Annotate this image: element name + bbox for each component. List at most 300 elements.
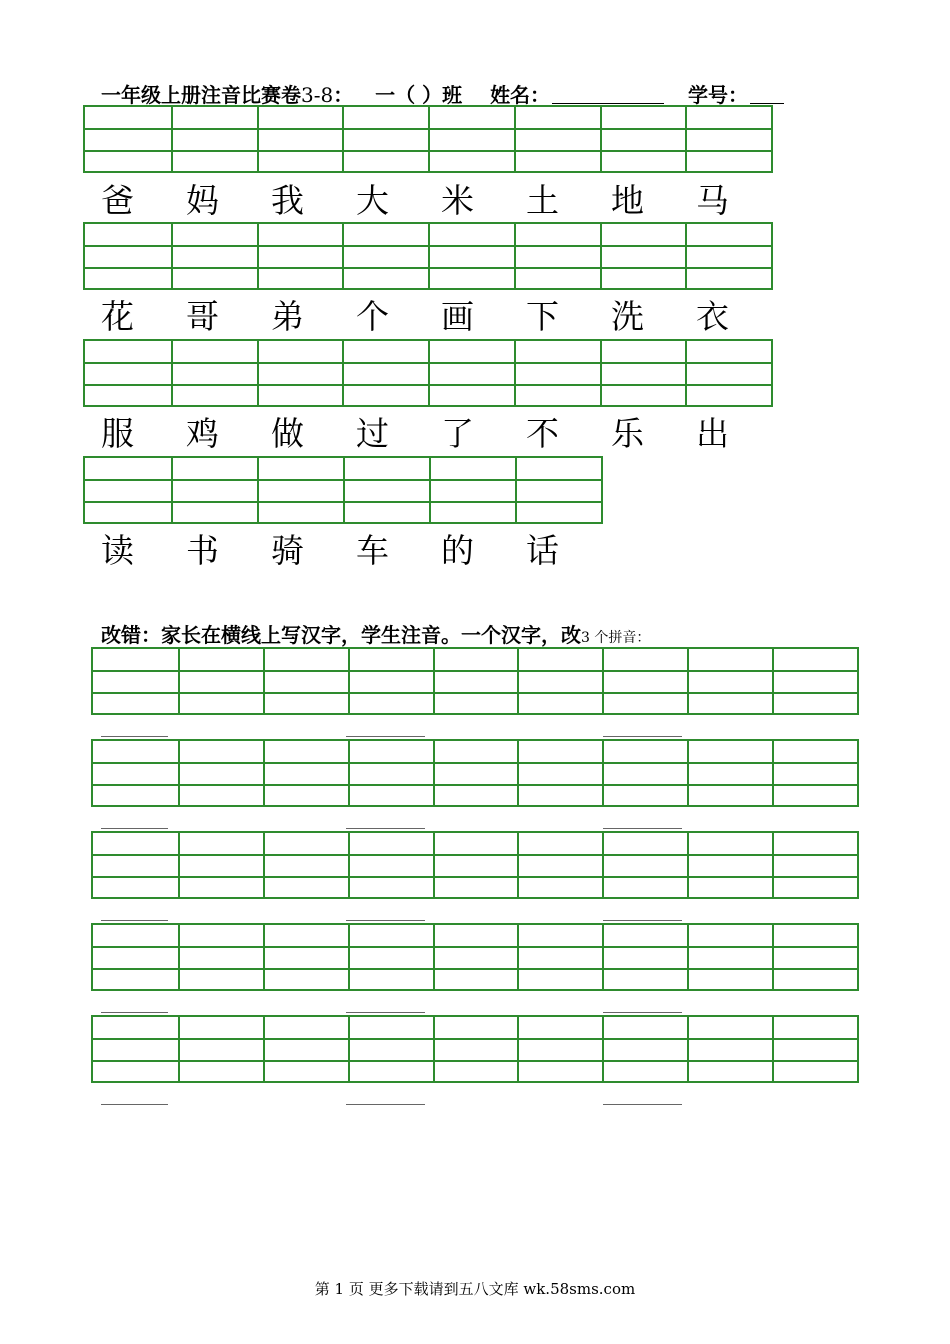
grid-cell[interactable] bbox=[263, 833, 348, 854]
pinyin-grid[interactable] bbox=[83, 222, 773, 290]
grid-cell[interactable] bbox=[602, 764, 687, 783]
grid-cell[interactable] bbox=[171, 341, 257, 362]
grid-cell[interactable] bbox=[433, 786, 518, 805]
correction-grid[interactable] bbox=[91, 739, 859, 807]
id-blank[interactable] bbox=[750, 81, 784, 104]
grid-cell[interactable] bbox=[85, 458, 171, 479]
title-colon: ： bbox=[333, 83, 354, 107]
grid-cell[interactable] bbox=[263, 925, 348, 946]
grid-cell[interactable] bbox=[257, 364, 343, 383]
grid-cell[interactable] bbox=[348, 856, 433, 875]
grid-cell[interactable] bbox=[263, 786, 348, 805]
grid-cell[interactable] bbox=[602, 856, 687, 875]
grid-cell[interactable] bbox=[428, 224, 514, 245]
character-row bbox=[85, 292, 765, 342]
grid-cell[interactable] bbox=[685, 341, 771, 362]
grid-cell[interactable] bbox=[93, 649, 178, 670]
grid-cell[interactable] bbox=[685, 107, 771, 128]
class-label: 一（ ）班 bbox=[375, 83, 463, 107]
grid-cell[interactable] bbox=[772, 1062, 857, 1081]
grid-cell[interactable] bbox=[342, 269, 428, 288]
grid-cell[interactable] bbox=[772, 694, 857, 713]
grid-cell[interactable] bbox=[178, 878, 263, 897]
grid-cell[interactable] bbox=[517, 1062, 602, 1081]
grid-cell[interactable] bbox=[348, 1062, 433, 1081]
grid-cell[interactable] bbox=[433, 833, 518, 854]
grid-cell[interactable] bbox=[342, 107, 428, 128]
grid-cell[interactable] bbox=[348, 1017, 433, 1038]
grid-cell[interactable] bbox=[428, 247, 514, 266]
grid-cell[interactable] bbox=[93, 741, 178, 762]
grid-cell[interactable] bbox=[171, 481, 257, 500]
grid-cell[interactable] bbox=[687, 764, 772, 783]
grid-cell[interactable] bbox=[348, 764, 433, 783]
grid-cell[interactable] bbox=[85, 341, 171, 362]
grid-cell[interactable] bbox=[602, 878, 687, 897]
grid-cell[interactable] bbox=[257, 247, 343, 266]
worksheet-title: 一年级上册注音比赛卷 bbox=[101, 83, 301, 107]
grid-cell[interactable] bbox=[348, 672, 433, 691]
answer-line[interactable] bbox=[346, 1104, 425, 1105]
grid-cell[interactable] bbox=[171, 269, 257, 288]
character: 马 bbox=[696, 181, 729, 220]
grid-cell[interactable] bbox=[85, 386, 171, 405]
grid-cell[interactable] bbox=[342, 386, 428, 405]
grid-cell[interactable] bbox=[342, 364, 428, 383]
grid-line-row bbox=[93, 649, 857, 670]
grid-cell[interactable] bbox=[428, 341, 514, 362]
grid-cell[interactable] bbox=[178, 1062, 263, 1081]
answer-line[interactable] bbox=[346, 828, 425, 829]
grid-cell[interactable] bbox=[178, 856, 263, 875]
character: 鸡 bbox=[186, 414, 219, 453]
name-blank[interactable] bbox=[552, 81, 664, 104]
grid-cell[interactable] bbox=[772, 1017, 857, 1038]
grid-cell[interactable] bbox=[178, 694, 263, 713]
grid-cell[interactable] bbox=[85, 130, 171, 149]
grid-cell[interactable] bbox=[85, 224, 171, 245]
grid-cell[interactable] bbox=[85, 152, 171, 171]
pinyin-grid[interactable] bbox=[83, 456, 603, 524]
answer-line[interactable] bbox=[603, 828, 682, 829]
grid-cell[interactable] bbox=[602, 649, 687, 670]
worksheet-number: 3-8 bbox=[301, 83, 334, 107]
character: 米 bbox=[441, 181, 474, 220]
grid-cell[interactable] bbox=[93, 786, 178, 805]
grid-cell[interactable] bbox=[93, 925, 178, 946]
grid-line-row bbox=[93, 741, 857, 762]
grid-cell[interactable] bbox=[348, 833, 433, 854]
grid-cell[interactable] bbox=[602, 1040, 687, 1059]
grid-cell[interactable] bbox=[514, 107, 600, 128]
answer-line[interactable] bbox=[101, 828, 168, 829]
grid-cell[interactable] bbox=[257, 341, 343, 362]
character-row bbox=[85, 409, 765, 459]
grid-cell[interactable] bbox=[433, 948, 518, 967]
grid-cell[interactable] bbox=[772, 764, 857, 783]
grid-cell[interactable] bbox=[517, 1040, 602, 1059]
grid-cell[interactable] bbox=[687, 694, 772, 713]
grid-cell[interactable] bbox=[263, 649, 348, 670]
grid-cell[interactable] bbox=[348, 786, 433, 805]
grid-cell[interactable] bbox=[348, 649, 433, 670]
character: 下 bbox=[526, 297, 559, 336]
grid-cell[interactable] bbox=[93, 694, 178, 713]
grid-cell[interactable] bbox=[772, 833, 857, 854]
grid-cell[interactable] bbox=[257, 224, 343, 245]
grid-cell[interactable] bbox=[685, 247, 771, 266]
grid-cell[interactable] bbox=[257, 386, 343, 405]
correction-grid[interactable] bbox=[91, 1015, 859, 1083]
grid-cell[interactable] bbox=[602, 925, 687, 946]
grid-line-row bbox=[93, 833, 857, 854]
character: 话 bbox=[526, 531, 559, 570]
grid-cell[interactable] bbox=[433, 1040, 518, 1059]
grid-cell[interactable] bbox=[685, 130, 771, 149]
grid-cell[interactable] bbox=[602, 1017, 687, 1038]
grid-cell[interactable] bbox=[428, 130, 514, 149]
grid-cell[interactable] bbox=[342, 152, 428, 171]
grid-cell[interactable] bbox=[342, 130, 428, 149]
grid-cell[interactable] bbox=[517, 764, 602, 783]
grid-cell[interactable] bbox=[772, 878, 857, 897]
grid-cell[interactable] bbox=[178, 764, 263, 783]
grid-cell[interactable] bbox=[348, 970, 433, 989]
grid-cell[interactable] bbox=[257, 152, 343, 171]
grid-cell[interactable] bbox=[514, 269, 600, 288]
grid-line-row bbox=[85, 458, 601, 479]
grid-cell[interactable] bbox=[171, 224, 257, 245]
grid-cell[interactable] bbox=[600, 107, 686, 128]
grid-cell[interactable] bbox=[514, 224, 600, 245]
grid-cell[interactable] bbox=[602, 970, 687, 989]
grid-cell[interactable] bbox=[85, 107, 171, 128]
grid-cell[interactable] bbox=[602, 694, 687, 713]
grid-cell[interactable] bbox=[517, 694, 602, 713]
grid-cell[interactable] bbox=[263, 1062, 348, 1081]
answer-line[interactable] bbox=[603, 1012, 682, 1013]
grid-cell[interactable] bbox=[178, 1040, 263, 1059]
grid-cell[interactable] bbox=[343, 503, 429, 522]
grid-cell[interactable] bbox=[178, 649, 263, 670]
character: 衣 bbox=[696, 297, 729, 336]
grid-line-row bbox=[85, 362, 771, 383]
grid-cell[interactable] bbox=[263, 1040, 348, 1059]
character: 我 bbox=[271, 181, 304, 220]
grid-cell[interactable] bbox=[178, 1017, 263, 1038]
grid-cell[interactable] bbox=[687, 878, 772, 897]
grid-cell[interactable] bbox=[171, 107, 257, 128]
grid-cell[interactable] bbox=[263, 672, 348, 691]
grid-cell[interactable] bbox=[178, 925, 263, 946]
answer-line[interactable] bbox=[101, 920, 168, 921]
character: 了 bbox=[441, 414, 474, 453]
grid-cell[interactable] bbox=[600, 269, 686, 288]
grid-cell[interactable] bbox=[433, 970, 518, 989]
grid-cell[interactable] bbox=[263, 948, 348, 967]
grid-cell[interactable] bbox=[433, 764, 518, 783]
grid-cell[interactable] bbox=[600, 386, 686, 405]
correction-instruction bbox=[101, 620, 650, 650]
grid-cell[interactable] bbox=[687, 856, 772, 875]
character: 书 bbox=[186, 531, 219, 570]
grid-cell[interactable] bbox=[85, 269, 171, 288]
character: 妈 bbox=[186, 181, 219, 220]
grid-cell[interactable] bbox=[178, 741, 263, 762]
instruction-small: 3 个拼音： bbox=[581, 630, 651, 646]
correction-grid[interactable] bbox=[91, 831, 859, 899]
grid-cell[interactable] bbox=[263, 694, 348, 713]
grid-cell[interactable] bbox=[687, 1040, 772, 1059]
grid-cell[interactable] bbox=[602, 741, 687, 762]
grid-cell[interactable] bbox=[348, 948, 433, 967]
character-row bbox=[85, 526, 595, 576]
grid-line-row bbox=[85, 150, 771, 171]
grid-cell[interactable] bbox=[257, 107, 343, 128]
grid-cell[interactable] bbox=[85, 247, 171, 266]
correction-grid[interactable] bbox=[91, 923, 859, 991]
grid-cell[interactable] bbox=[687, 672, 772, 691]
grid-cell[interactable] bbox=[687, 1062, 772, 1081]
grid-cell[interactable] bbox=[433, 878, 518, 897]
grid-cell[interactable] bbox=[687, 649, 772, 670]
grid-cell[interactable] bbox=[428, 269, 514, 288]
grid-cell[interactable] bbox=[514, 152, 600, 171]
grid-cell[interactable] bbox=[517, 786, 602, 805]
character: 的 bbox=[441, 531, 474, 570]
grid-cell[interactable] bbox=[178, 672, 263, 691]
correction-grid[interactable] bbox=[91, 647, 859, 715]
grid-cell[interactable] bbox=[263, 856, 348, 875]
grid-cell[interactable] bbox=[772, 925, 857, 946]
character: 不 bbox=[526, 414, 559, 453]
grid-cell[interactable] bbox=[687, 833, 772, 854]
grid-cell[interactable] bbox=[428, 107, 514, 128]
grid-cell[interactable] bbox=[428, 386, 514, 405]
grid-cell[interactable] bbox=[687, 741, 772, 762]
grid-cell[interactable] bbox=[93, 1040, 178, 1059]
grid-cell[interactable] bbox=[93, 878, 178, 897]
grid-cell[interactable] bbox=[178, 970, 263, 989]
grid-cell[interactable] bbox=[514, 247, 600, 266]
grid-cell[interactable] bbox=[687, 970, 772, 989]
grid-cell[interactable] bbox=[600, 247, 686, 266]
grid-cell[interactable] bbox=[772, 856, 857, 875]
grid-cell[interactable] bbox=[342, 247, 428, 266]
grid-cell[interactable] bbox=[93, 672, 178, 691]
grid-cell[interactable] bbox=[517, 1017, 602, 1038]
grid-cell[interactable] bbox=[515, 458, 601, 479]
grid-cell[interactable] bbox=[263, 741, 348, 762]
character: 乐 bbox=[611, 414, 644, 453]
grid-cell[interactable] bbox=[171, 130, 257, 149]
character: 花 bbox=[101, 297, 134, 336]
grid-cell[interactable] bbox=[772, 741, 857, 762]
grid-cell[interactable] bbox=[600, 224, 686, 245]
grid-cell[interactable] bbox=[257, 458, 343, 479]
character: 画 bbox=[441, 297, 474, 336]
grid-cell[interactable] bbox=[517, 856, 602, 875]
grid-line-row bbox=[93, 1017, 857, 1038]
grid-cell[interactable] bbox=[178, 833, 263, 854]
grid-cell[interactable] bbox=[772, 1040, 857, 1059]
grid-cell[interactable] bbox=[687, 786, 772, 805]
grid-cell[interactable] bbox=[433, 672, 518, 691]
grid-cell[interactable] bbox=[171, 152, 257, 171]
grid-cell[interactable] bbox=[348, 694, 433, 713]
grid-cell[interactable] bbox=[685, 364, 771, 383]
grid-cell[interactable] bbox=[433, 694, 518, 713]
grid-cell[interactable] bbox=[517, 649, 602, 670]
grid-cell[interactable] bbox=[342, 224, 428, 245]
grid-cell[interactable] bbox=[93, 970, 178, 989]
grid-cell[interactable] bbox=[85, 364, 171, 383]
grid-cell[interactable] bbox=[433, 741, 518, 762]
grid-cell[interactable] bbox=[263, 1017, 348, 1038]
grid-cell[interactable] bbox=[772, 649, 857, 670]
grid-cell[interactable] bbox=[687, 925, 772, 946]
grid-cell[interactable] bbox=[171, 247, 257, 266]
answer-line[interactable] bbox=[346, 736, 425, 737]
grid-cell[interactable] bbox=[685, 224, 771, 245]
grid-cell[interactable] bbox=[772, 672, 857, 691]
character: 车 bbox=[356, 531, 389, 570]
grid-cell[interactable] bbox=[178, 948, 263, 967]
grid-cell[interactable] bbox=[429, 458, 515, 479]
grid-cell[interactable] bbox=[600, 364, 686, 383]
grid-cell[interactable] bbox=[602, 1062, 687, 1081]
grid-cell[interactable] bbox=[514, 364, 600, 383]
grid-line-row bbox=[93, 762, 857, 783]
grid-cell[interactable] bbox=[348, 741, 433, 762]
id-label: 学号： bbox=[688, 83, 748, 107]
grid-cell[interactable] bbox=[687, 948, 772, 967]
answer-line[interactable] bbox=[101, 1012, 168, 1013]
character-row bbox=[85, 176, 765, 226]
grid-cell[interactable] bbox=[343, 481, 429, 500]
grid-cell[interactable] bbox=[602, 672, 687, 691]
grid-cell[interactable] bbox=[342, 341, 428, 362]
grid-cell[interactable] bbox=[428, 152, 514, 171]
grid-cell[interactable] bbox=[600, 341, 686, 362]
pinyin-grid[interactable] bbox=[83, 339, 773, 407]
grid-cell[interactable] bbox=[429, 481, 515, 500]
grid-line-row bbox=[85, 501, 601, 522]
grid-cell[interactable] bbox=[600, 152, 686, 171]
grid-cell[interactable] bbox=[429, 503, 515, 522]
grid-cell[interactable] bbox=[171, 503, 257, 522]
grid-cell[interactable] bbox=[343, 458, 429, 479]
grid-cell[interactable] bbox=[257, 269, 343, 288]
grid-cell[interactable] bbox=[517, 948, 602, 967]
grid-cell[interactable] bbox=[257, 130, 343, 149]
grid-cell[interactable] bbox=[685, 386, 771, 405]
grid-cell[interactable] bbox=[517, 970, 602, 989]
grid-cell[interactable] bbox=[433, 1062, 518, 1081]
answer-line[interactable] bbox=[346, 1012, 425, 1013]
grid-cell[interactable] bbox=[433, 649, 518, 670]
grid-cell[interactable] bbox=[517, 878, 602, 897]
grid-cell[interactable] bbox=[263, 878, 348, 897]
grid-cell[interactable] bbox=[433, 1017, 518, 1038]
grid-cell[interactable] bbox=[85, 503, 171, 522]
grid-cell[interactable] bbox=[685, 152, 771, 171]
grid-line-row bbox=[93, 784, 857, 805]
pinyin-grid[interactable] bbox=[83, 105, 773, 173]
grid-cell[interactable] bbox=[515, 503, 601, 522]
grid-cell[interactable] bbox=[772, 786, 857, 805]
grid-line-row bbox=[93, 1060, 857, 1081]
grid-cell[interactable] bbox=[428, 364, 514, 383]
grid-cell[interactable] bbox=[171, 364, 257, 383]
grid-cell[interactable] bbox=[517, 672, 602, 691]
grid-cell[interactable] bbox=[348, 1040, 433, 1059]
grid-cell[interactable] bbox=[348, 878, 433, 897]
grid-cell[interactable] bbox=[517, 833, 602, 854]
grid-cell[interactable] bbox=[257, 503, 343, 522]
grid-cell[interactable] bbox=[85, 481, 171, 500]
grid-cell[interactable] bbox=[687, 1017, 772, 1038]
character: 骑 bbox=[271, 531, 304, 570]
grid-cell[interactable] bbox=[515, 481, 601, 500]
grid-line-row bbox=[93, 925, 857, 946]
grid-cell[interactable] bbox=[602, 786, 687, 805]
grid-cell[interactable] bbox=[602, 833, 687, 854]
grid-cell[interactable] bbox=[178, 786, 263, 805]
answer-line[interactable] bbox=[603, 736, 682, 737]
grid-cell[interactable] bbox=[517, 741, 602, 762]
grid-cell[interactable] bbox=[602, 948, 687, 967]
grid-cell[interactable] bbox=[93, 833, 178, 854]
grid-cell[interactable] bbox=[93, 1062, 178, 1081]
grid-cell[interactable] bbox=[514, 341, 600, 362]
grid-cell[interactable] bbox=[517, 925, 602, 946]
grid-cell[interactable] bbox=[171, 386, 257, 405]
character: 出 bbox=[696, 414, 729, 453]
grid-cell[interactable] bbox=[263, 764, 348, 783]
grid-cell[interactable] bbox=[433, 925, 518, 946]
grid-cell[interactable] bbox=[257, 481, 343, 500]
grid-line-row bbox=[93, 670, 857, 691]
grid-line-row bbox=[85, 384, 771, 405]
character: 读 bbox=[101, 531, 134, 570]
grid-cell[interactable] bbox=[171, 458, 257, 479]
grid-cell[interactable] bbox=[93, 764, 178, 783]
grid-cell[interactable] bbox=[514, 386, 600, 405]
grid-line-row bbox=[93, 876, 857, 897]
name-label: 姓名： bbox=[490, 83, 551, 107]
grid-cell[interactable] bbox=[433, 856, 518, 875]
grid-cell[interactable] bbox=[772, 970, 857, 989]
grid-cell[interactable] bbox=[514, 130, 600, 149]
character: 洗 bbox=[611, 297, 644, 336]
grid-cell[interactable] bbox=[600, 130, 686, 149]
grid-cell[interactable] bbox=[93, 1017, 178, 1038]
grid-cell[interactable] bbox=[772, 948, 857, 967]
grid-cell[interactable] bbox=[93, 856, 178, 875]
grid-cell[interactable] bbox=[685, 269, 771, 288]
grid-cell[interactable] bbox=[263, 970, 348, 989]
answer-line[interactable] bbox=[346, 920, 425, 921]
answer-line[interactable] bbox=[603, 1104, 682, 1105]
answer-line[interactable] bbox=[101, 736, 168, 737]
answer-line[interactable] bbox=[101, 1104, 168, 1105]
grid-cell[interactable] bbox=[93, 948, 178, 967]
page-footer: 第 1 页 更多下载请到五八文库 wk.58sms.com bbox=[314, 1280, 636, 1298]
character: 爸 bbox=[101, 181, 134, 220]
answer-line[interactable] bbox=[603, 920, 682, 921]
grid-cell[interactable] bbox=[348, 925, 433, 946]
